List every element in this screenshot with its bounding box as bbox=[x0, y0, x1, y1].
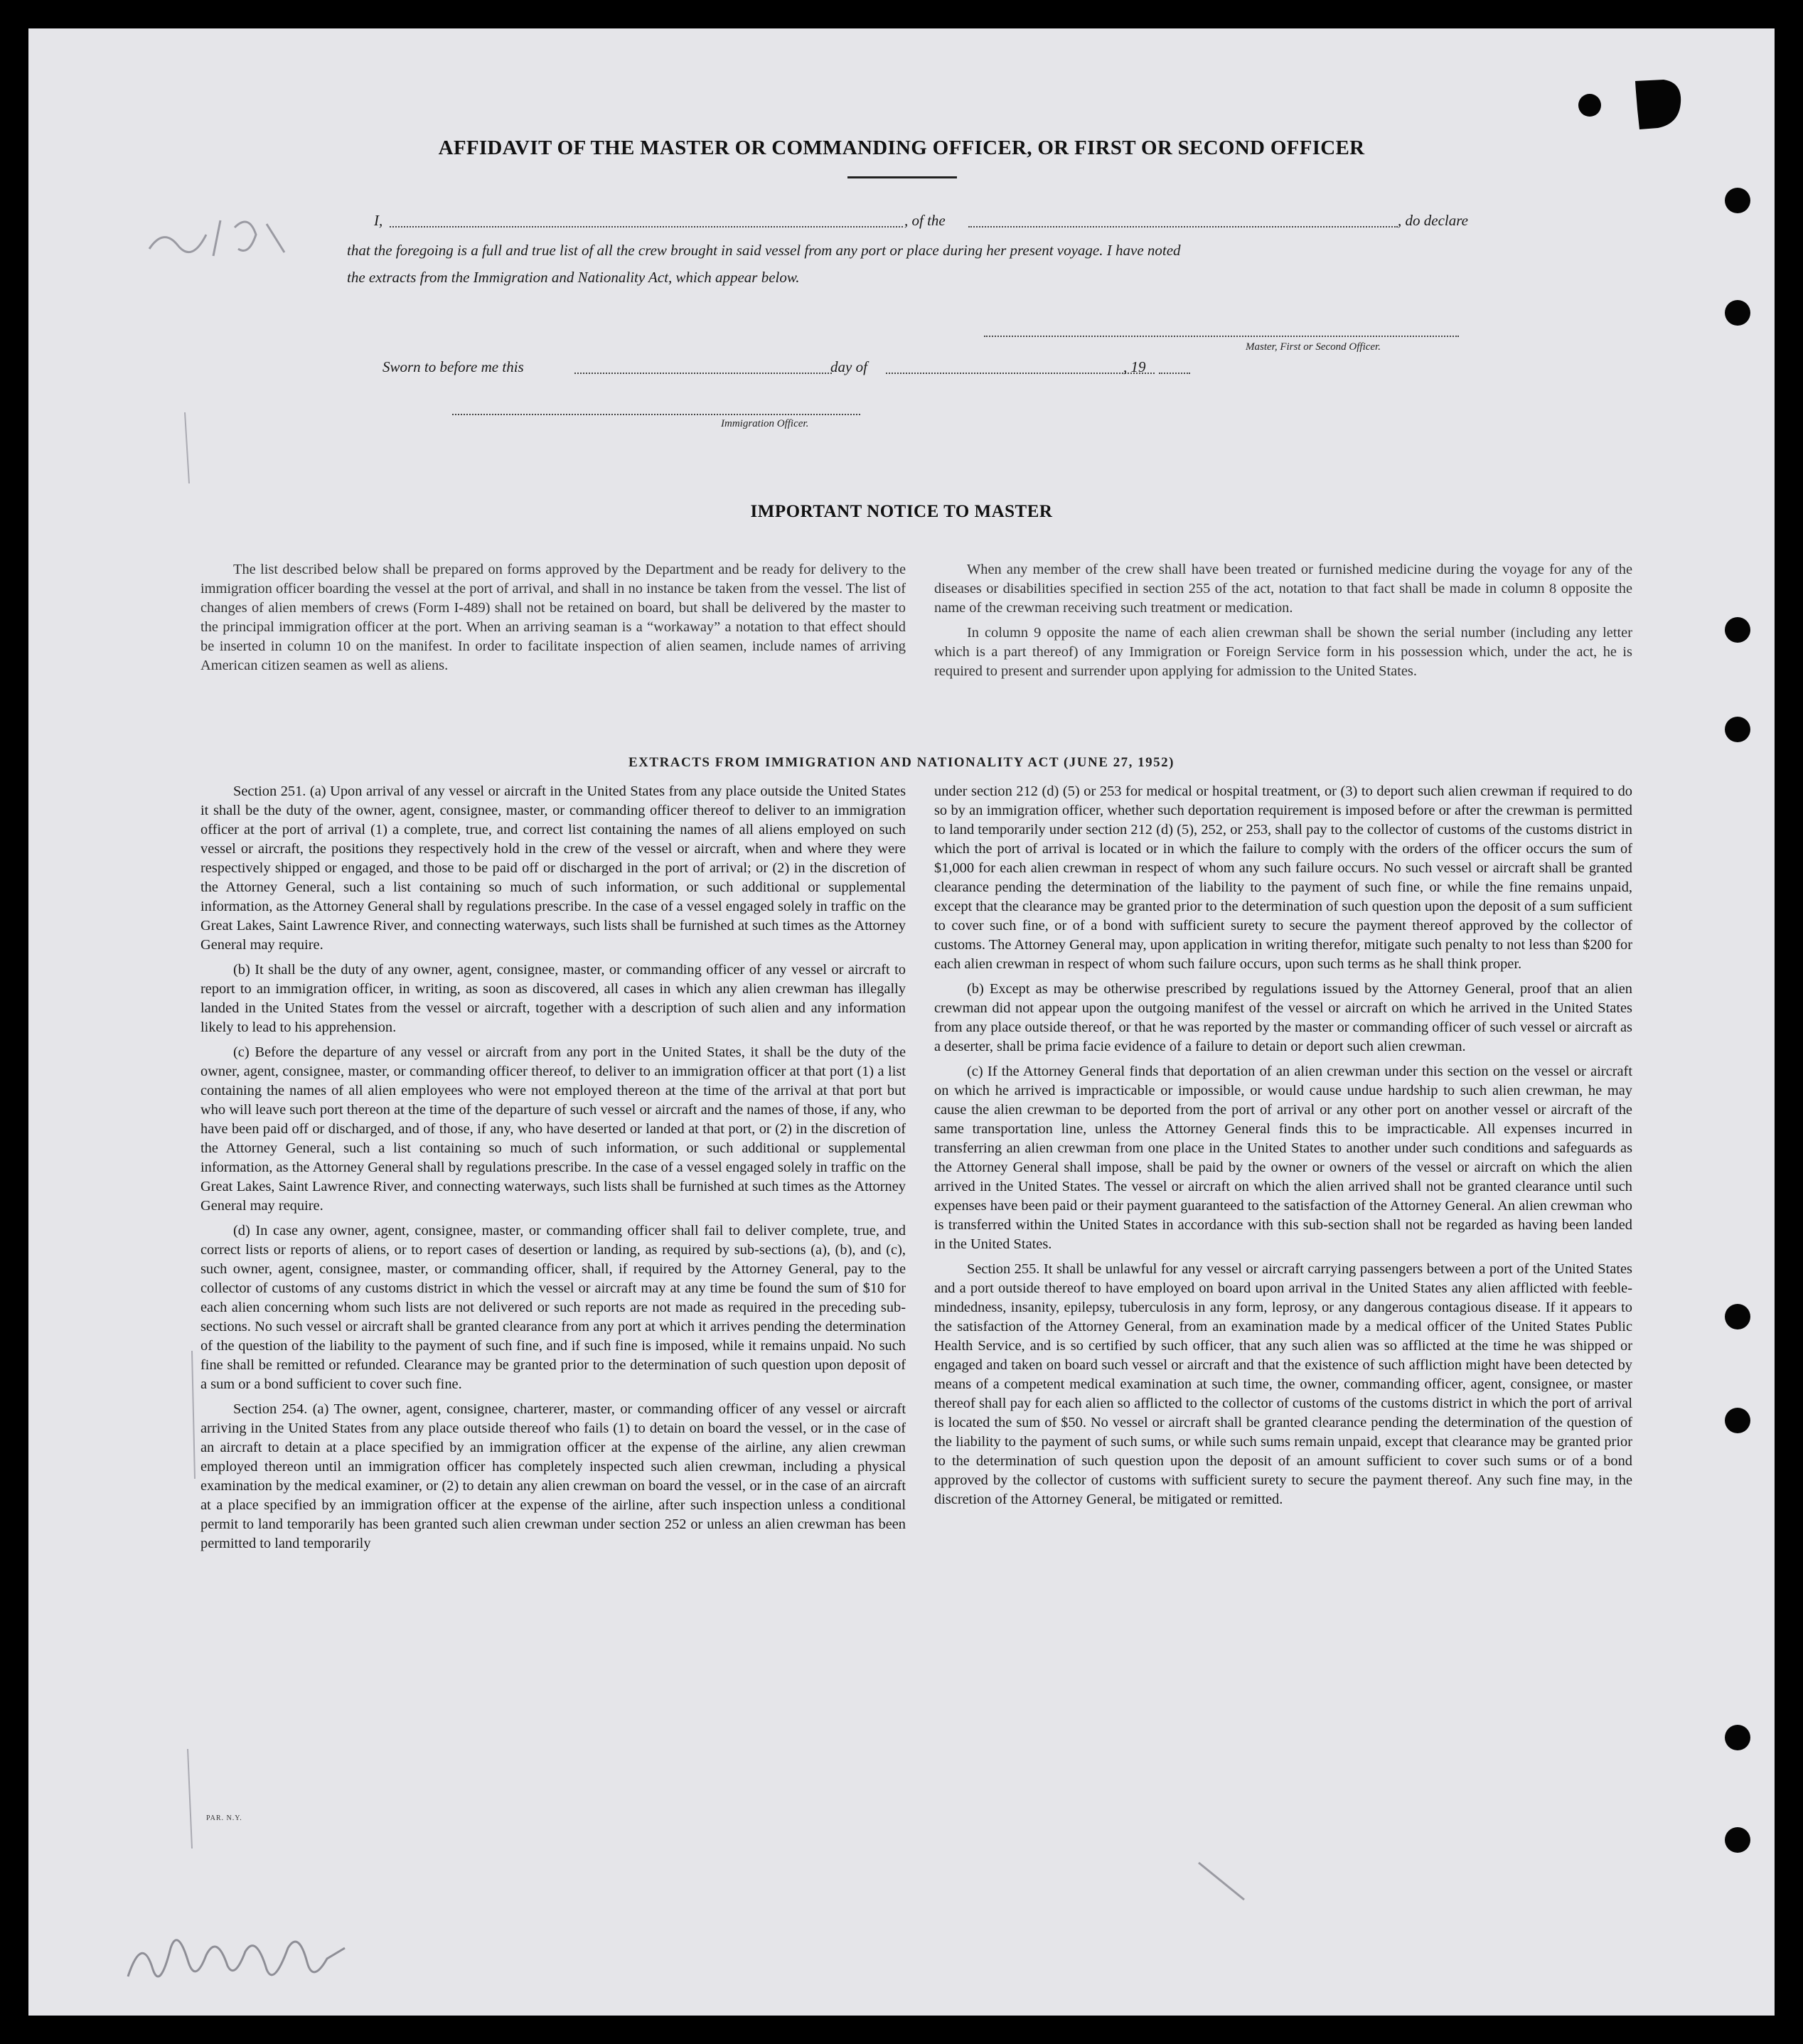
punch-hole-icon bbox=[1725, 717, 1750, 742]
master-signature-label: Master, First or Second Officer. bbox=[1246, 341, 1381, 353]
punch-hole-icon bbox=[1630, 77, 1686, 134]
notice-left-column bbox=[200, 560, 906, 681]
year-label: , 19 bbox=[1123, 358, 1146, 375]
extract-paragraph: Section 254. (a) The owner, agent, consignee, charterer, master, or commanding officer of any vessel or aircraft arriving in the United States from any place outside thereof who fails (1) to detain on board the vessel, or in the case of an aircraft to detain at a place specified by an immigration officer at the expense of the airline, any alien crewman employed thereon until an immigration officer has completely inspected such alien crewman, including a physical examination by the medical examiner, or (2) to detain any alien crewman on board the vessel, or in the case of an aircraft at a place specified by an immigration officer at the expense of the airline, after such inspection unless a conditional permit to land temporarily has been granted such alien crewman under section 252 or unless an alien crewman has been permitted to land temporarily bbox=[200, 1401, 906, 1551]
notice-paragraph: When any member of the crew shall have been treated or furnished medicine during the voyage for any of the diseases or disabilities specified in section 255 of the act, notation to that fact shall be made in column 8 opposite the name of the crewman receiving such treatment or medication. bbox=[934, 562, 1632, 616]
name-blank-field[interactable] bbox=[390, 226, 903, 228]
punch-hole-icon bbox=[1725, 300, 1750, 326]
extracts-right-column bbox=[934, 782, 1632, 1515]
extract-paragraph: (c) Before the departure of any vessel or aircraft from any port in the United States, it shall be the duty of the owner, agent, consignee, master, or commanding officer thereof, to deliver to an immigration officer at that port (1) a list containing the names of all alien employees who were not employed thereon at the time of the arrival at that port but who will leave such port thereon at the time of the departure of such vessel or aircraft and the names of those, if any, who have been paid off or discharged, and of those, if any, who have deserted or landed at that port, or (2) in the discretion of the Attorney General, such a list containing so much of such information, or such additional or supplemental information, as the Attorney General shall by regulations prescribe. In the case of a vessel engaged solely in traffic on the Great Lakes, Saint Lawrence River, and connecting waterways, such lists shall be furnished at such times as the Attorney General may require. bbox=[200, 1044, 906, 1214]
of-the-label: , of the bbox=[904, 212, 946, 229]
notice-title: IMPORTANT NOTICE TO MASTER bbox=[750, 502, 1053, 521]
punch-hole-icon bbox=[1725, 188, 1750, 213]
margin-pencil-marks bbox=[171, 398, 213, 1891]
punch-hole-icon bbox=[1725, 1304, 1750, 1329]
faint-check-mark bbox=[1194, 1856, 1251, 1905]
i-label: I, bbox=[374, 212, 383, 229]
sworn-year-field[interactable] bbox=[1159, 373, 1190, 374]
document-page bbox=[28, 28, 1775, 2016]
handwritten-signature bbox=[121, 1920, 355, 1998]
extract-paragraph: (b) It shall be the duty of any owner, agent, consignee, master, or commanding officer of any vessel or aircraft to report to an immigration officer, in writing, as soon as discovered, all cases in which any alien crewman has illegally landed in the United States from the vessel or aircraft, together with a description of such alien and any information likely to lead to his apprehension. bbox=[200, 962, 906, 1035]
do-declare-label: , do declare bbox=[1398, 212, 1468, 229]
affidavit-title: AFFIDAVIT OF THE MASTER OR COMMANDING OFFICER, OR FIRST OR SECOND OFFICER bbox=[438, 137, 1365, 159]
officer-signature-field[interactable] bbox=[452, 414, 860, 415]
extract-paragraph: (b) Except as may be otherwise prescribed by regulations issued by the Attorney General, proof that an alien crewman did not appear upon the outgoing manifest of the vessel or aircraft on which he arrived in the United States from any place outside thereof, or that he was reported by the master or commanding officer of such vessel or aircraft as a deserter, shall be prima facie evidence of a failure to detain or deport such alien crewman. bbox=[934, 981, 1632, 1054]
sworn-label: Sworn to before me this bbox=[382, 358, 524, 375]
punch-hole-icon bbox=[1725, 1827, 1750, 1853]
extract-paragraph: (c) If the Attorney General finds that deportation of an alien crewman under this section on the vessel or aircraft on which he arrived is impracticable or impossible, or would cause undue hardship to such alien crewman, he may cause the alien crewman to be deported from the port of arrival or any other port on another vessel or aircraft of the same transportation line, unless the Attorney General finds this to be impracticable. All expenses incurred in transferring an alien crewman from one place in the United States to another under such conditions and safeguards as the Attorney General shall impose, shall be paid by the owner or owners of the vessel or aircraft on which the alien arrived in the United States. The vessel or aircraft on which the alien arrived shall not be granted clearance until such expenses have been paid or their payment guaranteed to the satisfaction of the Attorney General. An alien crewman who is transferred within the United States in accordance with this sub-section shall not be regarded as having been landed in the United States. bbox=[934, 1064, 1632, 1252]
printer-mark: PAR. N.Y. bbox=[206, 1814, 242, 1822]
extract-paragraph: under section 212 (d) (5) or 253 for medical or hospital treatment, or (3) to deport such alien crewman if required to do so by an immigration officer, whether such deportation requirement is imposed before or after the crewman is permitted to land temporarily under section 212 (d) (5), 252, or 253, shall pay to the collector of customs of the customs district in which the port of arrival is located or in which the failure to comply with the orders of the officer occurs the sum of $1,000 for each alien crewman in respect of whom any such failure occurs. No such vessel or aircraft shall be granted clearance pending the determination of the liability to the payment of such fine, or while the fine remains unpaid, except that the clearance may be granted prior to the determination of such question upon the deposit of a sum sufficient to cover such fine, or of a bond with sufficient surety to secure the payment thereof approved by the collector of customs. The Attorney General may, upon application in writing therefor, mitigate such penalty to not less than $200 for each alien crewman in respect of whom such failure occurs, upon such terms as he shall think proper. bbox=[934, 783, 1632, 972]
title-divider bbox=[847, 176, 957, 178]
extracts-title: EXTRACTS FROM IMMIGRATION AND NATIONALITY ACT (JUNE 27, 1952) bbox=[628, 755, 1175, 770]
punch-hole-icon bbox=[1725, 617, 1750, 643]
notice-right-column bbox=[934, 560, 1632, 687]
extract-paragraph: Section 255. It shall be unlawful for any vessel or aircraft carrying passengers between a port of the United States and a port outside thereof to have employed on board upon arrival in the United States any alien afflicted with feeble-mindedness, insanity, epilepsy, tuberculosis in any form, leprosy, or any dangerous contagious disease. If it appears to the satisfaction of the Attorney General, from an examination made by a medical officer of the United States Public Health Service, and is so certified by such officer, that any such alien was so afflicted at the time he was shipped or engaged and taken on board such vessel or aircraft and that the existence of such affliction might have been detected by means of a competent medical examination at such time, the owner, commanding officer, agent, consignee, or master thereof shall pay for each alien so afflicted to the collector of customs of the customs district in which the port of arrival is located the sum of $50. No vessel or aircraft shall be granted clearance pending the determination of the question of the liability to the payment of such sums, or while such sums remain unpaid, except that clearance may be granted prior to the determination of such question upon the deposit of an amount sufficient to cover such sums or of a bond approved by the collector of customs with sufficient surety to secure the payment thereof. Any such fine may, in the discretion of the Attorney General, be mitigated or remitted. bbox=[934, 1261, 1632, 1507]
sworn-day-field[interactable] bbox=[574, 373, 832, 374]
punch-hole-icon bbox=[1725, 1408, 1750, 1433]
declaration-line-2: the extracts from the Immigration and Nationality Act, which appear below. bbox=[347, 269, 800, 286]
master-signature-field[interactable] bbox=[984, 336, 1459, 337]
declaration-line-1: that the foregoing is a full and true list of all the crew brought in said vessel from any port or place during her present voyage. I have noted bbox=[347, 242, 1181, 259]
punch-hole-icon bbox=[1578, 94, 1601, 117]
notice-paragraph: In column 9 opposite the name of each alien crewman shall be shown the serial number (including any letter which is a part thereof) of any Immigration or Foreign Service form in his possession which, under the act, he is required to present and surrender upon applying for admission to the United States. bbox=[934, 625, 1632, 679]
punch-hole-icon bbox=[1725, 1725, 1750, 1750]
day-of-label: day of bbox=[830, 358, 867, 375]
faint-stamp-mark bbox=[142, 206, 299, 263]
officer-signature-label: Immigration Officer. bbox=[721, 418, 809, 429]
notice-paragraph: The list described below shall be prepared on forms approved by the Department and be ready for delivery to the immigration officer boarding the vessel at the port of arrival, and shall in no instance be taken from the vessel. The list of changes of alien members of crews (Form I-489) shall not be retained on board, but shall be delivered by the master to the principal immigration officer at the port. When an arriving seaman is a “workaway” a notation to that effect should be inserted in column 10 on the manifest. In order to facilitate inspection of alien seamen, include names of arriving American citizen seamen as well as aliens. bbox=[200, 562, 906, 673]
vessel-blank-field[interactable] bbox=[968, 226, 1398, 228]
extracts-left-column bbox=[200, 782, 906, 1559]
extract-paragraph: (d) In case any owner, agent, consignee, master, or commanding officer shall fail to deliver complete, true, and correct lists or reports of aliens, or to report cases of desertion or landing, as required by sub-sections (a), (b), and (c), such owner, agent, consignee, master, or commanding officer, shall, if required by the Attorney General, pay to the collector of customs of any customs district in which the vessel or aircraft may at any time be found the sum of $10 for each alien concerning whom such lists are not delivered or such reports are not made as required in the preceding sub-sections. No such vessel or aircraft shall be granted clearance from any port at which it arrives pending the determination of the question of the liability to the payment of such fine, and if such fine is imposed, while it remains unpaid. No such fine shall be remitted or refunded. Clearance may be granted prior to the determination of such question upon deposit of a sum or a bond sufficient to cover such fine. bbox=[200, 1223, 906, 1392]
extract-paragraph: Section 251. (a) Upon arrival of any vessel or aircraft in the United States from any place outside the United States it shall be the duty of the owner, agent, consignee, master, or commanding officer thereof to deliver to an immigration officer at the port of arrival (1) a complete, true, and correct list containing the names of all aliens employed on such vessel or aircraft, the positions they respectively hold in the crew of the vessel or aircraft, when and where they were respectively shipped or engaged, and those to be paid off or discharged in the port of arrival; or (2) in the discretion of the Attorney General, such a list containing so much of such information, or such additional or supplemental information, as the Attorney General shall by regulations prescribe. In the case of a vessel engaged solely in traffic on the Great Lakes, Saint Lawrence River, and connecting waterways, such lists shall be furnished at such times as the Attorney General may require. bbox=[200, 783, 906, 953]
sworn-month-field[interactable] bbox=[886, 373, 1155, 374]
